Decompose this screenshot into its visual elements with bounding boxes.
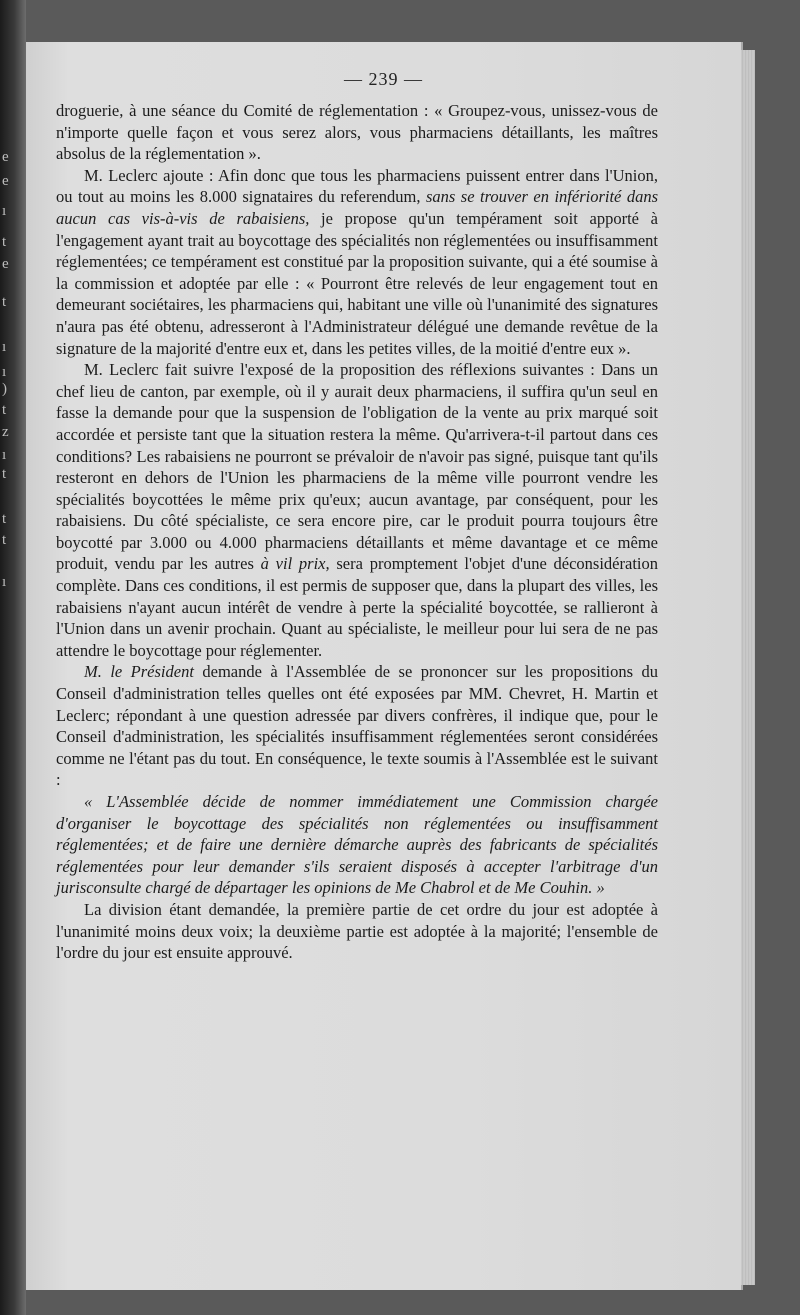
margin-letter: t bbox=[2, 234, 7, 250]
margin-letter: t bbox=[2, 532, 7, 548]
text-run: M. Leclerc fait suivre l'exposé de la proposition des réflexions suivantes : Dans un chef lieu de canton, par exemple, où il y aurait deux pharmaciens, il suffira qu'un seul en fasse la demande pour que la suspension de l'obligation de la vente au prix marqué soit accordée et persiste tant que la situation restera la même. Qu'arrivera-t-il partout dans ces conditions? Les rabaisiens ne pourront se prévaloir de n'avoir pas signé, puisque tant qu'ils resteront en dehors de l'Union les pharmaciens de la même ville pourront vendre les spécialités boycottées le même prix qu'eux; aucun avantage, par conséquent, pour les rabaisiens. Du côté spécialiste, ce sera encore pire, car le produit pourra toujours être boycotté par 3.000 ou 4.000 pharmaciens détaillants et même davantage et ce même produit, vendu par les autres bbox=[56, 360, 658, 574]
margin-letter: e bbox=[2, 173, 9, 189]
margin-letter: ) bbox=[2, 381, 7, 397]
margin-letter: t bbox=[2, 511, 7, 527]
margin-letter: ı bbox=[2, 339, 7, 355]
italic-phrase: sans se trouver en infériorité dans aucun cas vis-à-vis de rabaisiens, bbox=[56, 187, 659, 228]
paragraph-continued: droguerie, à une séance du Comité de réglementation : « Groupez-vous, unissez-vous de n'importe quelle façon et vous serez alors, vous pharmaciens détaillants, les maîtres absolus de la réglementation ». bbox=[56, 101, 658, 164]
text-run: M. Leclerc ajoute : Afin donc que tous les pharmaciens puissent entrer dans l'Union, ou tout au moins les 8.000 signataires du referendum, bbox=[56, 165, 658, 207]
page-stack-edge bbox=[741, 50, 755, 1285]
margin-letter: t bbox=[2, 402, 7, 418]
paragraph-vote-result: La division étant demandée, la première partie de cet ordre du jour est adoptée à l'unanimité moins deux voix; la deuxième partie est adoptée à la majorité; l'ensemble de l'ordre du jour est ensuite approuvé. bbox=[56, 899, 658, 963]
page-number: — 239 — bbox=[344, 69, 423, 89]
book-spine-shadow bbox=[0, 0, 26, 1315]
margin-letter: ı bbox=[2, 574, 7, 590]
margin-letter: t bbox=[2, 466, 7, 482]
margin-letter: ı bbox=[2, 364, 7, 380]
margin-letter: ı bbox=[2, 447, 7, 463]
text-run: je propose qu'un tempérament soit apporté à l'engagement ayant trait au boycottage des spécialités non réglementées ou insuffisamment réglementées; ce tempérament est constitué par la proposition suivante, qui a été soumise à la commission et adoptée par elle : « Pourront être relevés de leur engagement tout en demeurant sociétaires, les pharmaciens qui, habitant une ville où l'unanimité des signatures n'aura pas été obtenu, adresseront à l'Administrateur délégué une demande revêtue de la signature de la majorité d'entre eux et, dans les petites villes, de la moitié d'entre eux ». bbox=[56, 208, 658, 358]
margin-letter: ı bbox=[2, 203, 7, 219]
paragraph-leclerc-reflections bbox=[56, 359, 658, 661]
book-page bbox=[26, 42, 741, 1290]
margin-letter: z bbox=[2, 424, 9, 440]
italic-speaker: M. le Président bbox=[84, 662, 194, 682]
margin-letter: t bbox=[2, 294, 7, 310]
italic-phrase: à vil prix, bbox=[260, 554, 330, 574]
paragraph-president bbox=[56, 661, 658, 791]
margin-letter: e bbox=[2, 256, 9, 272]
page-body-text bbox=[56, 100, 658, 964]
text-run: sera promptement l'objet d'une déconsidération complète. Dans ces conditions, il est permis de supposer que, dans la plupart des villes, les rabaisiens n'ayant aucun intérêt de vendre à perte la spécialité boycottée, se rallieront à l'Union dans un avenir prochain. Quant au spécialiste, le meilleur pour lui sera de ne pas attendre le boycottage pour réglementer. bbox=[56, 554, 658, 660]
margin-letter: e bbox=[2, 149, 9, 165]
paragraph-leclerc-proposal bbox=[56, 165, 658, 359]
paragraph-resolution-text: « L'Assemblée décide de nommer immédiatement une Commission chargée d'organiser le boycottage des spécialités non réglementées ou insuffisamment réglementées; et de faire une dernière démarche auprès des fabricants de spécialités réglementées pour leur demander s'ils seraient disposés à accepter l'arbitrage d'un jurisconsulte chargé de départager les opinions de Me Chabrol et de Me Couhin. » bbox=[56, 792, 658, 898]
text-run: demande à l'Assemblée de se prononcer sur les propositions du Conseil d'administration telles quelles ont été exposées par MM. Chevret, H. Martin et Leclerc; répondant à une question adressée par divers confrères, il indique que, pour le Conseil d'administration, les spécialités insuffisamment réglementées seront considérées comme ne l'étant pas du tout. En conséquence, le texte soumis à l'Assemblée est le suivant : bbox=[56, 662, 659, 790]
